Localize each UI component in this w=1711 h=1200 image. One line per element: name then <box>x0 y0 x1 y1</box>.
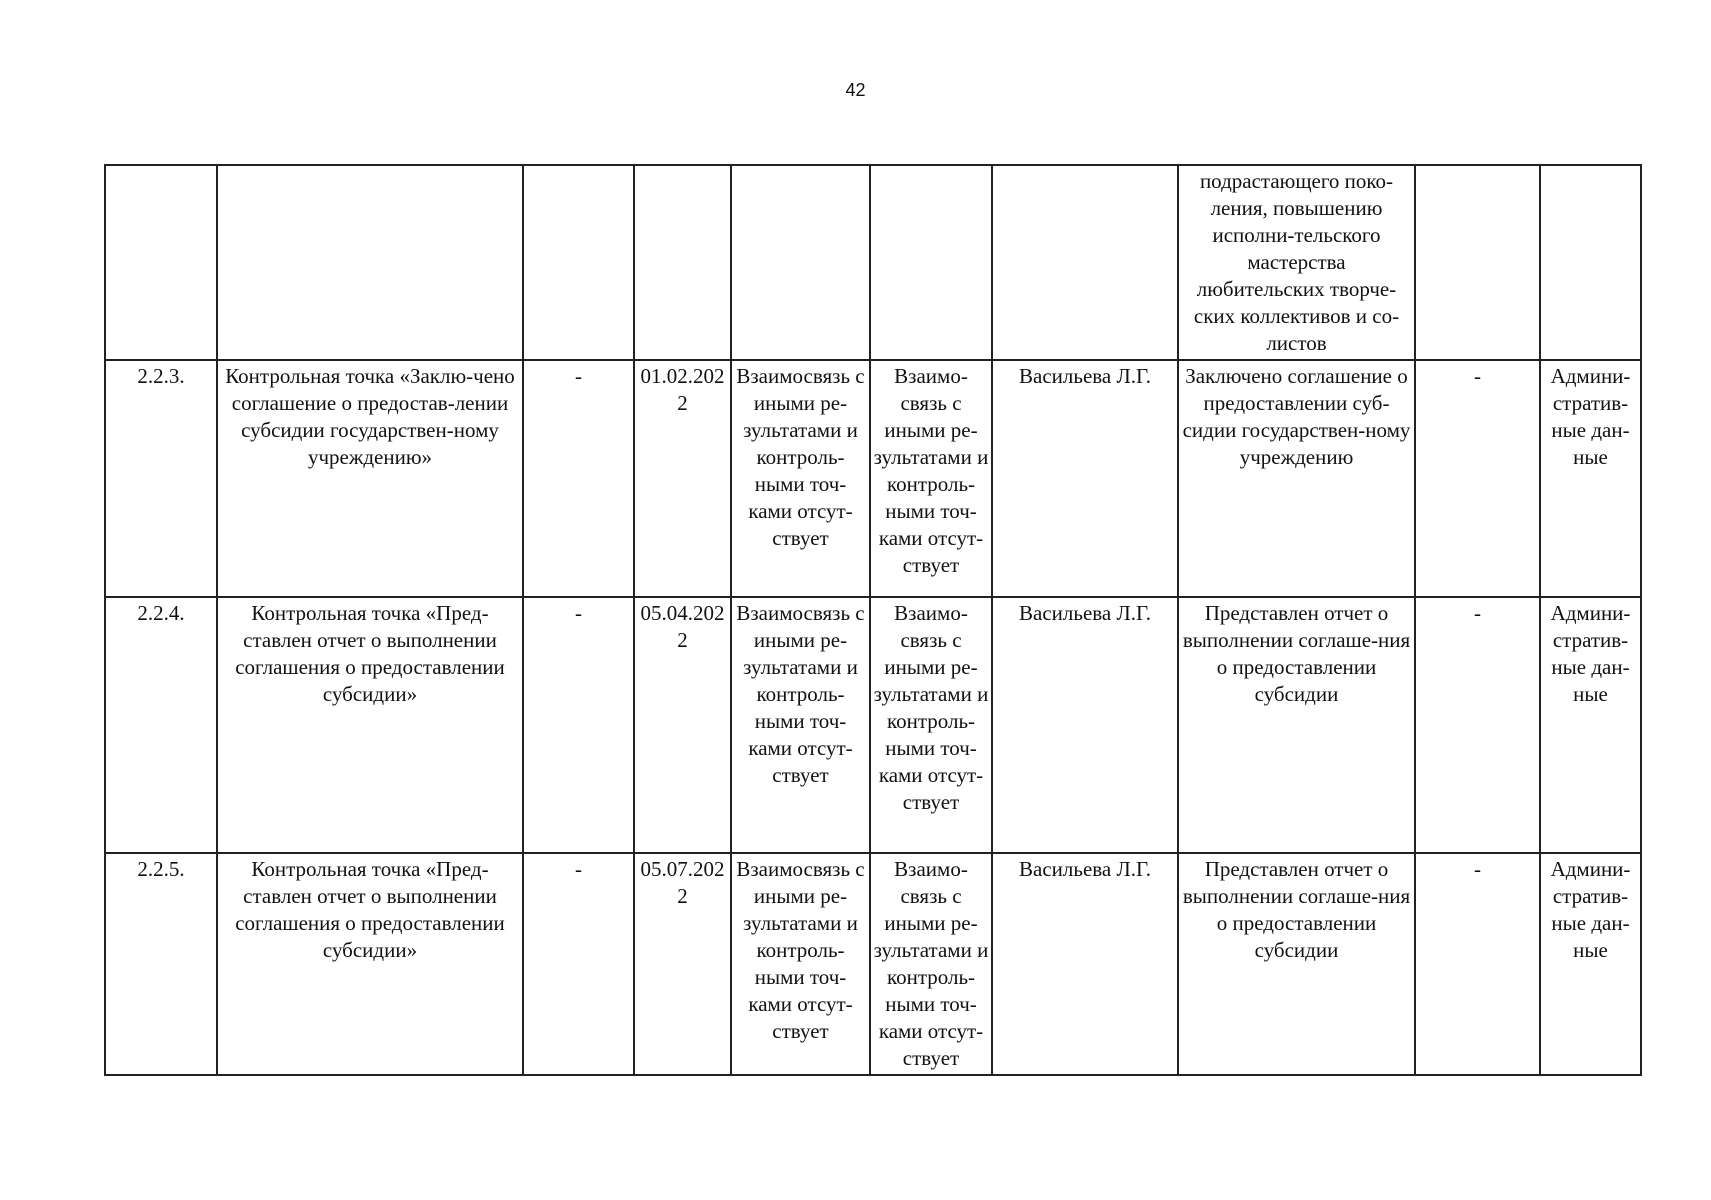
cell-system <box>1415 165 1540 360</box>
cell-responsible: Васильева Л.Г. <box>992 597 1178 853</box>
cell-end: 05.07.2022 <box>634 853 731 1075</box>
cell-predecessor <box>731 165 870 360</box>
cell-responsible <box>992 165 1178 360</box>
cell-result: Заключено соглашение о предоставлении суб-сидии государствен-ному учреждению <box>1178 360 1415 597</box>
cell-result: подрастающего поко-ления, повышению исполни-тельского мастерства любительских творче-ских коллективов и со-листов <box>1178 165 1415 360</box>
cell-name: Контрольная точка «Пред-ставлен отчет о выполнении соглашения о предоставлении субсидии» <box>217 853 523 1075</box>
cell-end: 05.04.2022 <box>634 597 731 853</box>
cell-number: 2.2.5. <box>105 853 217 1075</box>
cell-result: Представлен отчет о выполнении соглаше-ния о предоставлении субсидии <box>1178 597 1415 853</box>
cell-end <box>634 165 731 360</box>
cell-system: - <box>1415 597 1540 853</box>
cell-name: Контрольная точка «Пред-ставлен отчет о выполнении соглашения о предоставлении субсидии» <box>217 597 523 853</box>
cell-name <box>217 165 523 360</box>
cell-successor <box>870 165 992 360</box>
cell-source: Админи-стратив-ные дан-ные <box>1540 360 1641 597</box>
table-row <box>105 853 1641 1075</box>
cell-successor: Взаимо-связь с иными ре-зультатами и контроль-ными точ-ками отсут-ствует <box>870 360 992 597</box>
cell-source: Админи-стратив-ные дан-ные <box>1540 597 1641 853</box>
cell-source: Админи-стратив-ные дан-ные <box>1540 853 1641 1075</box>
control-points-table <box>104 164 1642 1076</box>
cell-end: 01.02.2022 <box>634 360 731 597</box>
cell-responsible: Васильева Л.Г. <box>992 360 1178 597</box>
cell-source <box>1540 165 1641 360</box>
page-number: 42 <box>845 80 866 100</box>
table-row <box>105 360 1641 597</box>
cell-successor: Взаимо-связь с иными ре-зультатами и контроль-ными точ-ками отсут-ствует <box>870 597 992 853</box>
cell-name: Контрольная точка «Заклю-чено соглашение о предостав-лении субсидии государствен-ному учреждению» <box>217 360 523 597</box>
table-row-continuation <box>105 165 1641 360</box>
cell-successor: Взаимо-связь с иными ре-зультатами и контроль-ными точ-ками отсут-ствует <box>870 853 992 1075</box>
cell-result: Представлен отчет о выполнении соглаше-ния о предоставлении субсидии <box>1178 853 1415 1075</box>
cell-predecessor: Взаимосвязь с иными ре-зультатами и контроль-ными точ-ками отсут-ствует <box>731 360 870 597</box>
cell-number <box>105 165 217 360</box>
cell-start: - <box>523 853 634 1075</box>
cell-start <box>523 165 634 360</box>
cell-start: - <box>523 597 634 853</box>
cell-responsible: Васильева Л.Г. <box>992 853 1178 1075</box>
cell-number: 2.2.3. <box>105 360 217 597</box>
table-row <box>105 597 1641 853</box>
cell-system: - <box>1415 360 1540 597</box>
cell-predecessor: Взаимосвязь с иными ре-зультатами и контроль-ными точ-ками отсут-ствует <box>731 597 870 853</box>
cell-predecessor: Взаимосвязь с иными ре-зультатами и контроль-ными точ-ками отсут-ствует <box>731 853 870 1075</box>
cell-system: - <box>1415 853 1540 1075</box>
cell-number: 2.2.4. <box>105 597 217 853</box>
cell-start: - <box>523 360 634 597</box>
